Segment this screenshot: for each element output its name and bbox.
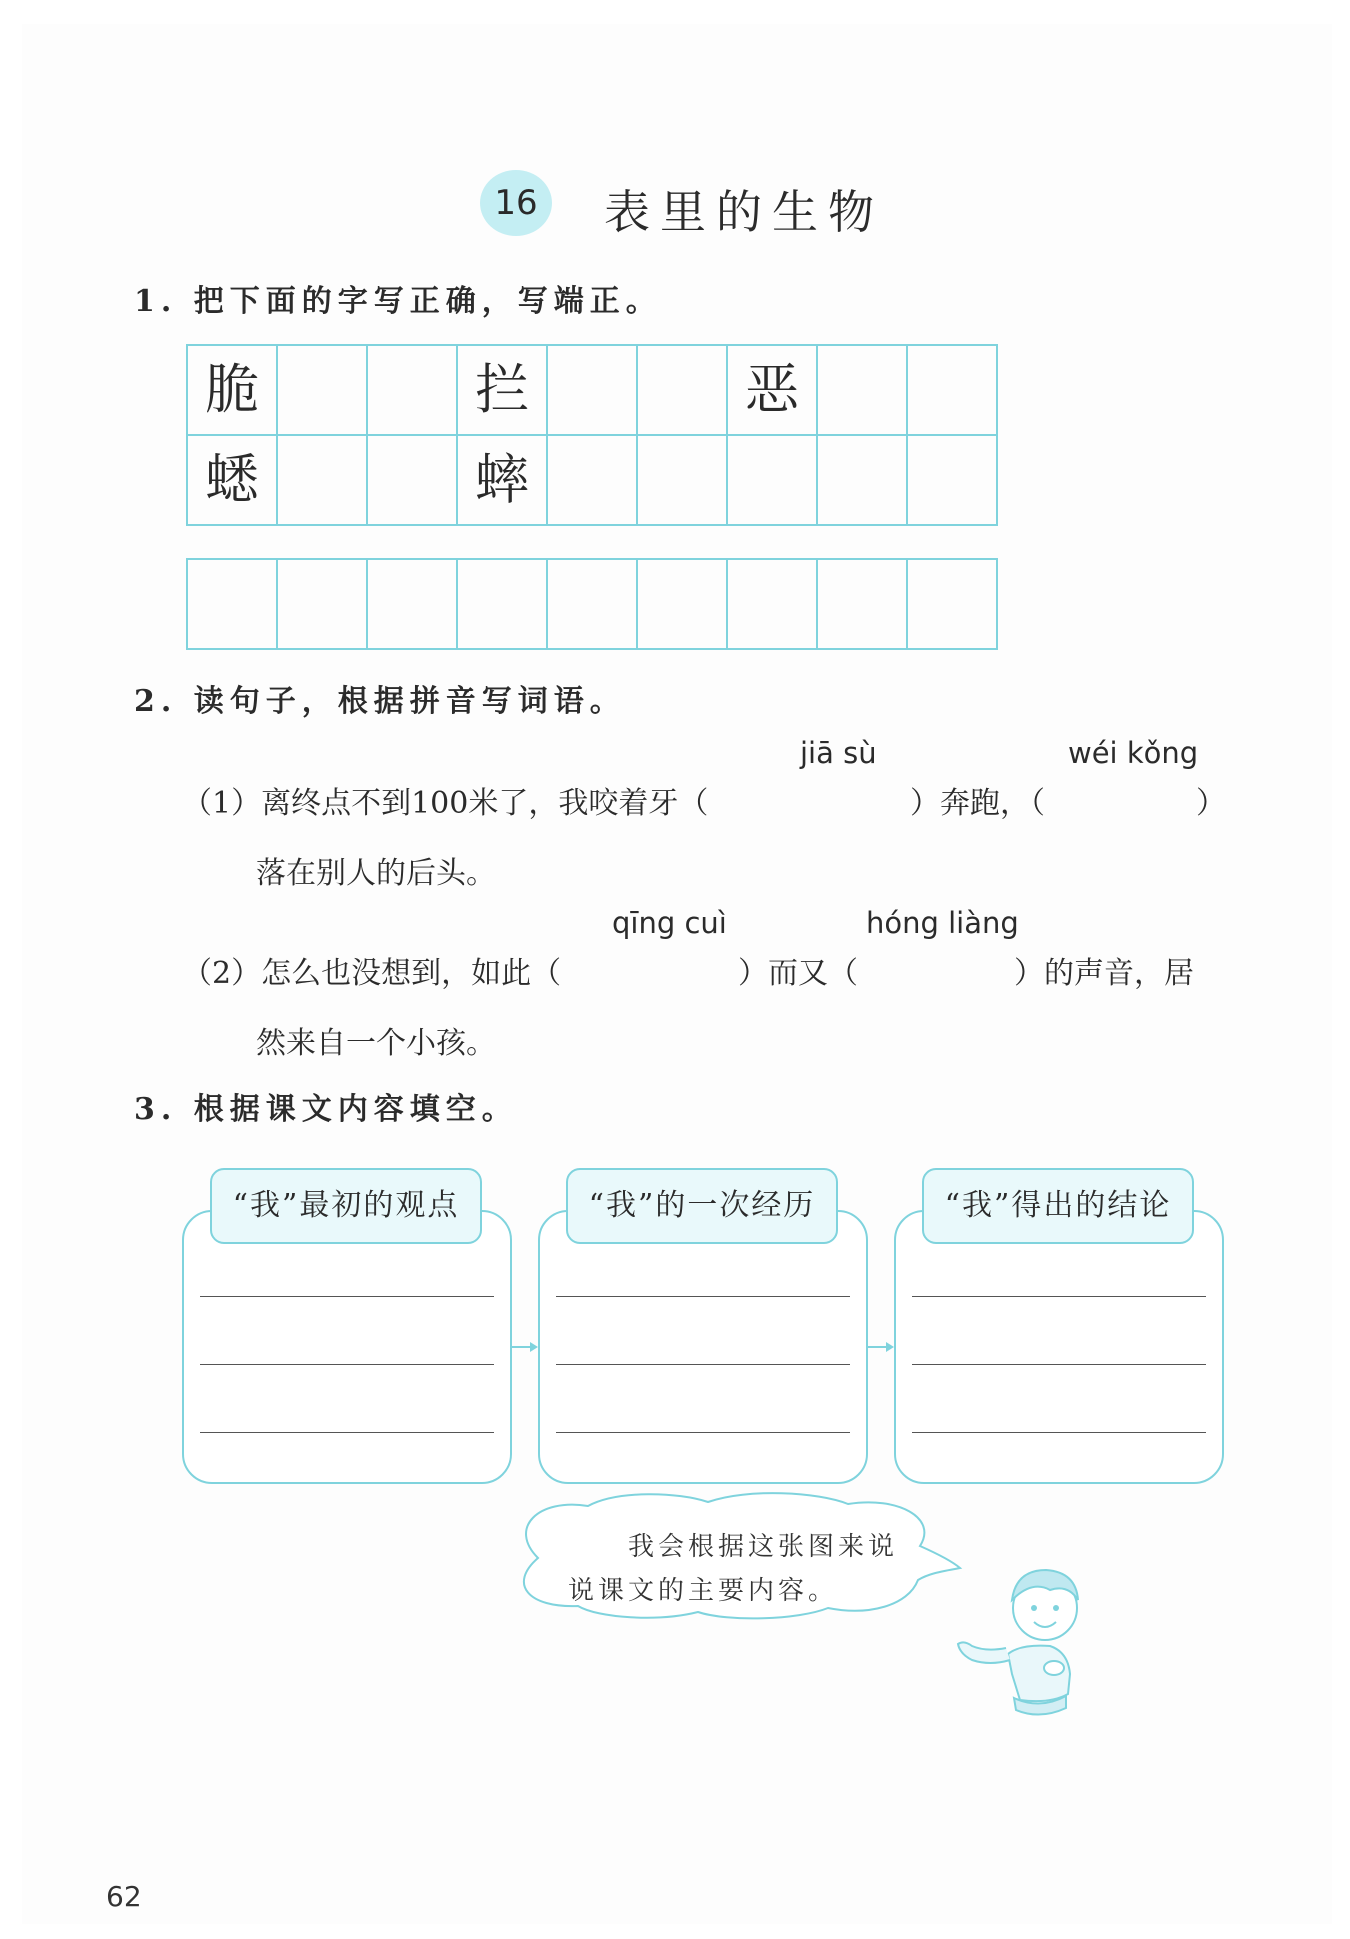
lesson-number-badge: 16 xyxy=(480,170,552,236)
practice-cell[interactable] xyxy=(638,560,728,650)
answer-line[interactable] xyxy=(200,1432,494,1433)
grid-cell[interactable]: 拦 xyxy=(458,346,548,436)
pinyin-qingcui: qīng cuì xyxy=(612,906,727,940)
grid-cell[interactable] xyxy=(638,436,728,526)
page-number: 62 xyxy=(106,1880,142,1913)
answer-line[interactable] xyxy=(912,1296,1206,1297)
sentence-1-part-c: ） xyxy=(1196,786,1226,821)
answer-line[interactable] xyxy=(556,1296,850,1297)
practice-cell[interactable] xyxy=(908,560,998,650)
flow-arrow-2 xyxy=(868,1346,892,1348)
grid-cell[interactable] xyxy=(908,436,998,526)
sentence-1-part-a: （1）离终点不到100米了，我咬着牙（ xyxy=(182,786,709,821)
practice-cell[interactable] xyxy=(188,560,278,650)
sentence-2-part-b: ）而又（ xyxy=(738,956,858,991)
sentence-1-part-b: ）奔跑，（ xyxy=(910,786,1045,821)
grid-cell[interactable] xyxy=(278,436,368,526)
character-grid xyxy=(186,344,998,526)
lesson-title: 表里的生物 xyxy=(604,185,884,239)
practice-cell[interactable] xyxy=(818,560,908,650)
answer-line[interactable] xyxy=(200,1364,494,1365)
practice-cell[interactable] xyxy=(458,560,548,650)
speech-text-line-2: 说课文的主要内容。 xyxy=(568,1576,839,1606)
grid-cell[interactable]: 蟋 xyxy=(188,436,278,526)
grid-cell[interactable] xyxy=(278,346,368,436)
flow-arrow-1 xyxy=(512,1346,536,1348)
pinyin-hongliang: hóng liàng xyxy=(866,906,1019,940)
answer-line[interactable] xyxy=(912,1432,1206,1433)
practice-grid xyxy=(186,558,998,650)
answer-line[interactable] xyxy=(200,1296,494,1297)
question-2-heading: 2. 读句子，根据拼音写词语。 xyxy=(134,684,626,719)
grid-cell[interactable] xyxy=(908,346,998,436)
sentence-1-line-2: 落在别人的后头。 xyxy=(256,856,496,891)
flow-label-experience: “我”的一次经历 xyxy=(566,1168,838,1244)
sentence-2-part-c: ）的声音，居 xyxy=(1014,956,1194,991)
practice-cell[interactable] xyxy=(278,560,368,650)
practice-cell[interactable] xyxy=(728,560,818,650)
flow-label-conclusion: “我”得出的结论 xyxy=(922,1168,1194,1244)
grid-cell[interactable] xyxy=(368,346,458,436)
answer-line[interactable] xyxy=(912,1364,1206,1365)
grid-cell[interactable]: 蟀 xyxy=(458,436,548,526)
practice-cell[interactable] xyxy=(548,560,638,650)
pinyin-jiasu: jiā sù xyxy=(800,736,877,770)
grid-cell[interactable] xyxy=(728,436,818,526)
grid-cell[interactable]: 恶 xyxy=(728,346,818,436)
grid-cell[interactable] xyxy=(368,436,458,526)
flow-box-initial-view xyxy=(182,1210,512,1484)
grid-cell[interactable] xyxy=(818,436,908,526)
grid-cell[interactable] xyxy=(548,346,638,436)
grid-cell[interactable] xyxy=(638,346,728,436)
flow-box-conclusion xyxy=(894,1210,1224,1484)
pinyin-weikong: wéi kǒng xyxy=(1068,736,1199,770)
practice-cell[interactable] xyxy=(368,560,458,650)
grid-cell[interactable]: 脆 xyxy=(188,346,278,436)
answer-line[interactable] xyxy=(556,1364,850,1365)
sentence-2-part-a: （2）怎么也没想到，如此（ xyxy=(182,956,562,991)
flow-label-initial-view: “我”最初的观点 xyxy=(210,1168,482,1244)
sentence-2-line-2: 然来自一个小孩。 xyxy=(256,1026,496,1061)
grid-cell[interactable] xyxy=(548,436,638,526)
flow-box-experience xyxy=(538,1210,868,1484)
speech-text-line-1: 我会根据这张图来说 xyxy=(628,1532,899,1562)
question-1-heading: 1. 把下面的字写正确，写端正。 xyxy=(134,284,662,319)
grid-cell[interactable] xyxy=(818,346,908,436)
boy-illustration xyxy=(950,1544,1110,1724)
question-3-heading: 3. 根据课文内容填空。 xyxy=(134,1092,518,1127)
answer-line[interactable] xyxy=(556,1432,850,1433)
